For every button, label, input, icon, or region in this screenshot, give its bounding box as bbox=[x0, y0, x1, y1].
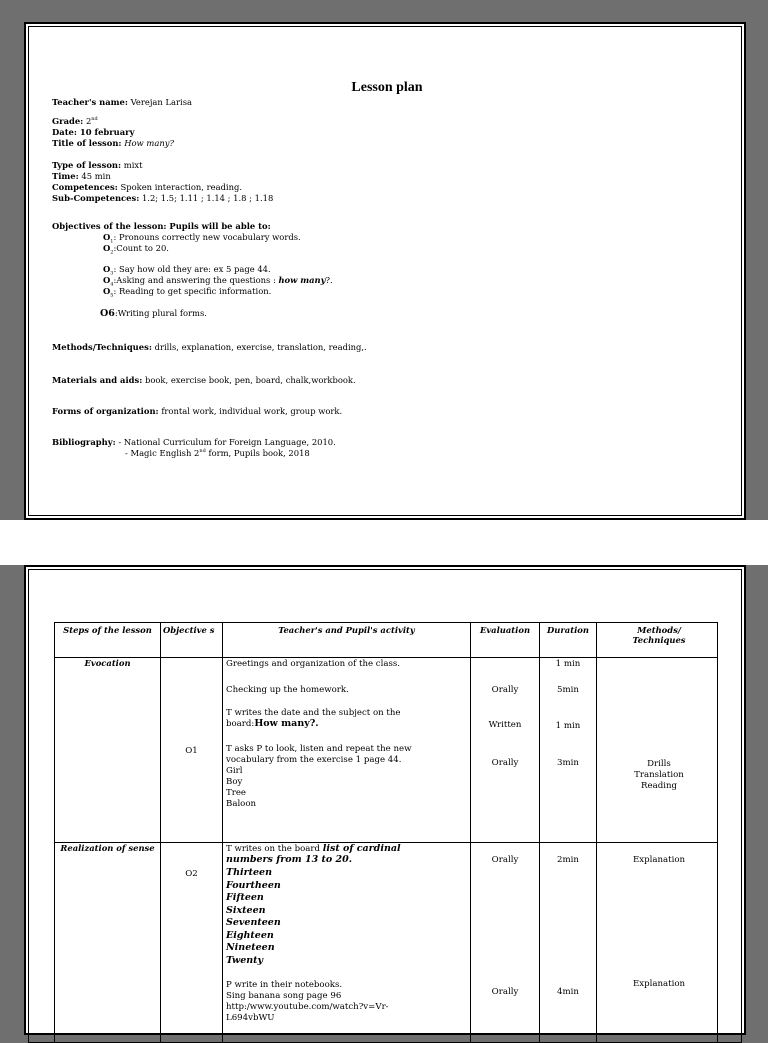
activity-line: Checking up the homework. bbox=[226, 685, 349, 695]
song-link[interactable]: L694vbWU bbox=[226, 1013, 275, 1023]
number-word: Thirteen bbox=[226, 867, 272, 878]
duration-value: 4min bbox=[557, 987, 579, 997]
materials-label: Materials and aids: bbox=[52, 375, 143, 385]
duration-value: 1 min bbox=[555, 659, 581, 669]
activity-line: P write in their notebooks. bbox=[226, 980, 343, 990]
evaluation-value: Orally bbox=[491, 855, 519, 865]
objective-o2: O2 bbox=[185, 869, 198, 879]
number-word: Nineteen bbox=[226, 942, 275, 953]
header-methods: Methods/ Techniques bbox=[632, 625, 686, 645]
grade-row bbox=[52, 116, 98, 126]
step-realization: Realization of sense bbox=[60, 843, 155, 853]
evaluation-value: Orally bbox=[491, 987, 519, 997]
method-value: Reading bbox=[641, 781, 677, 791]
evaluation-value: Orally bbox=[491, 685, 519, 695]
objective-3: $O_3$: Say how old they are: ex 5 page 44. bbox=[103, 264, 271, 277]
evaluation-value: Written bbox=[488, 720, 522, 730]
activity-line: board:How many?. bbox=[226, 718, 319, 729]
vocab-word: Baloon bbox=[226, 799, 257, 809]
activity-line: numbers from 13 to 20. bbox=[226, 854, 353, 865]
bibliography-label: Bibliography: bbox=[52, 437, 116, 447]
materials-row bbox=[52, 375, 356, 385]
lesson-plan-page bbox=[24, 22, 746, 520]
grade-sup: nd bbox=[91, 116, 98, 123]
lesson-title-row bbox=[52, 138, 174, 148]
methods-label: Methods/Techniques: bbox=[52, 342, 152, 352]
time-label: Time: bbox=[52, 171, 79, 181]
method-value: Explanation bbox=[632, 855, 686, 865]
subcompetences-label: Sub-Competences: bbox=[52, 193, 140, 203]
activity-line: Sing banana song page 96 bbox=[226, 991, 342, 1001]
vocab-word: Boy bbox=[226, 777, 243, 787]
number-word: Twenty bbox=[226, 954, 264, 966]
col-divider bbox=[596, 623, 597, 1042]
methods-value: drills, explanation, exercise, translation, reading,. bbox=[154, 342, 367, 352]
time-row bbox=[52, 171, 111, 181]
header-evaluation: Evaluation bbox=[479, 625, 531, 635]
bibliography-item-1: - National Curriculum for Foreign Language, 2010. bbox=[118, 437, 336, 447]
objective-2: $O_2:Count$ to 20. bbox=[103, 243, 169, 256]
objective-6: O6:Writing plural forms. bbox=[100, 308, 207, 319]
number-word: Fifteen bbox=[226, 892, 264, 903]
time-value: 45 min bbox=[81, 171, 111, 181]
materials-value: book, exercise book, pen, board, chalk,workbook. bbox=[144, 375, 356, 385]
teacher-value: Verejan Larisa bbox=[130, 97, 192, 107]
page-gap bbox=[0, 520, 768, 565]
methods-row bbox=[52, 342, 367, 352]
bibliography-row bbox=[52, 437, 336, 447]
number-word: Fourtheen bbox=[226, 879, 281, 891]
number-word: Sixteen bbox=[226, 904, 266, 916]
method-value: Drills bbox=[647, 759, 671, 769]
step-evocation: Evocation bbox=[84, 658, 131, 668]
teacher-name-row bbox=[52, 97, 192, 107]
competences-row bbox=[52, 182, 242, 192]
duration-value: 2min bbox=[557, 855, 579, 865]
header-objectives: Objective s bbox=[163, 625, 215, 635]
objective-o1: O1 bbox=[185, 746, 198, 756]
method-value: Explanation bbox=[632, 979, 686, 989]
type-label: Type of lesson: bbox=[52, 160, 122, 170]
activity-line: vocabulary from the exercise 1 page 44. bbox=[226, 755, 402, 765]
header-activity: Teacher's and Pupil's activity bbox=[278, 625, 415, 635]
activity-line: T writes on the board list of cardinal bbox=[226, 843, 401, 854]
forms-row bbox=[52, 406, 342, 416]
type-row bbox=[52, 160, 142, 170]
col-divider bbox=[160, 623, 161, 1042]
objective-4: $O_4:Asking$ and answering the questions : how many?. bbox=[103, 275, 333, 288]
grade-label: Grade: bbox=[52, 116, 84, 126]
vocab-word: Girl bbox=[226, 766, 243, 776]
lesson-title-label: Title of lesson: bbox=[52, 138, 122, 148]
forms-value: frontal work, individual work, group work. bbox=[161, 406, 343, 416]
grade-value: 2 bbox=[85, 116, 92, 126]
evaluation-value: Orally bbox=[491, 758, 519, 768]
activity-line: T asks P to look, listen and repeat the new bbox=[226, 744, 412, 754]
number-word: Seventeen bbox=[226, 917, 281, 928]
vocab-word: Tree bbox=[226, 788, 247, 798]
subcompetences-row bbox=[52, 193, 273, 203]
header-steps: Steps of the lesson bbox=[63, 625, 152, 635]
objective-1: $O_1$: Pronouns correctly new vocabulary words. bbox=[103, 232, 301, 245]
activity-line: T writes the date and the subject on the bbox=[226, 708, 401, 718]
subcompetences-value: 1.2; 1.5; 1.11 ; 1.14 ; 1.8 ; 1.18 bbox=[141, 193, 274, 203]
objective-5: $O_5$: Reading to get specific information. bbox=[103, 286, 272, 299]
duration-value: 5min bbox=[557, 685, 579, 695]
duration-value: 1 min bbox=[555, 721, 581, 731]
competences-label: Competences: bbox=[52, 182, 118, 192]
forms-label: Forms of organization: bbox=[52, 406, 159, 416]
method-value: Translation bbox=[634, 770, 684, 780]
lesson-table-page bbox=[24, 565, 746, 1035]
header-duration: Duration bbox=[547, 625, 589, 635]
activity-line: Greetings and organization of the class. bbox=[226, 659, 401, 669]
number-word: Eighteen bbox=[226, 929, 274, 941]
bibliography-item-2: - Magic English 2nd form, Pupils book, 2018 bbox=[125, 448, 310, 458]
objectives-heading: Objectives of the lesson: Pupils will be able to: bbox=[52, 221, 271, 231]
duration-value: 3min bbox=[557, 758, 579, 768]
lesson-table bbox=[54, 622, 718, 1042]
teacher-label: Teacher's name: bbox=[52, 97, 128, 107]
song-link[interactable]: http:/www.youtube.com/watch?v=Vr- bbox=[226, 1002, 389, 1012]
date-row: Date: 10 february bbox=[52, 127, 135, 137]
page-title: Lesson plan bbox=[351, 80, 423, 95]
col-divider bbox=[222, 623, 223, 1042]
type-value: mixt bbox=[123, 160, 143, 170]
competences-value: Spoken interaction, reading. bbox=[120, 182, 243, 192]
lesson-title-value: How many? bbox=[124, 138, 174, 148]
